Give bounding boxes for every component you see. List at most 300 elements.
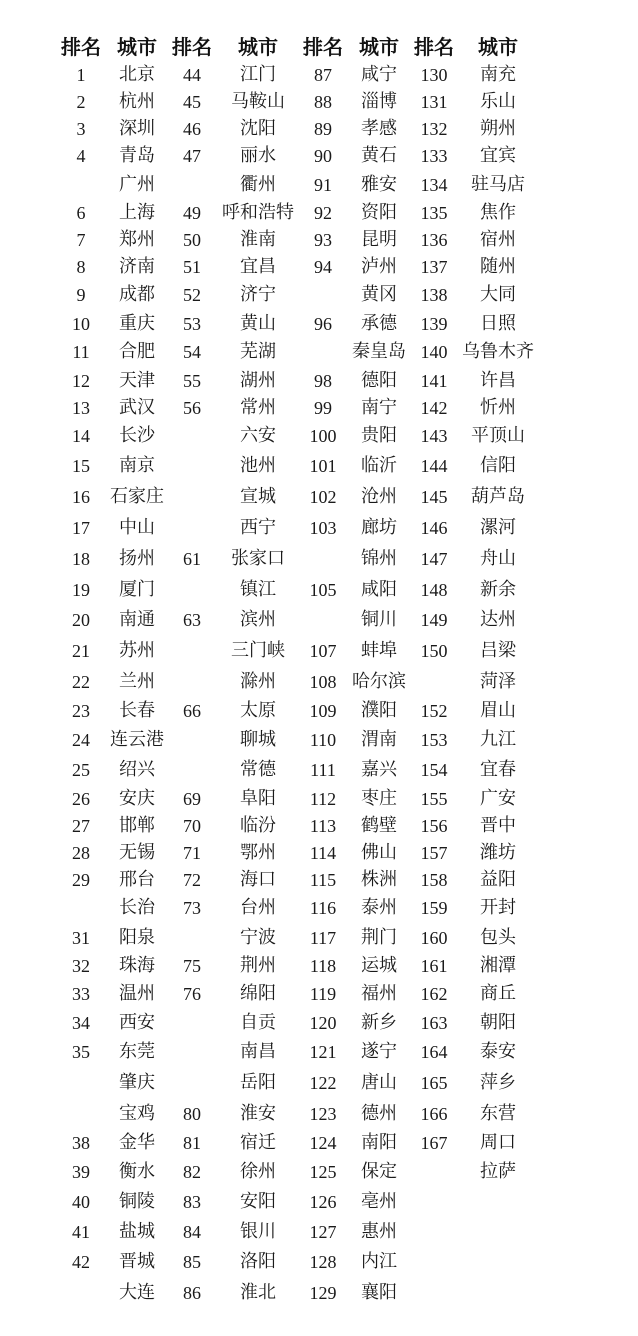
city-cell: 邯郸: [119, 815, 155, 836]
rank-cell: 39: [72, 1162, 90, 1182]
rank-cell: 7: [76, 230, 86, 250]
rank-cell: 75: [183, 956, 201, 976]
city-cell: 绍兴: [119, 759, 155, 780]
rank-cell: 110: [309, 730, 337, 750]
rank-cell: 42: [72, 1252, 90, 1272]
city-cell: 眉山: [480, 700, 516, 721]
city-cell: 绵阳: [240, 983, 276, 1004]
city-cell: 洛阳: [240, 1251, 276, 1272]
rank-cell: 21: [72, 641, 90, 661]
rank-cell: 38: [72, 1133, 90, 1153]
city-cell: 青岛: [119, 145, 155, 166]
rank-cell: 128: [309, 1252, 337, 1272]
city-cell: 石家庄: [110, 486, 164, 507]
city-cell: 沧州: [361, 486, 397, 507]
city-cell: 滨州: [240, 609, 276, 630]
rank-cell: 136: [420, 230, 448, 250]
rank-cell: 9: [76, 285, 86, 305]
rank-cell: 46: [183, 119, 201, 139]
rank-cell: 121: [309, 1042, 337, 1062]
rank-cell: 85: [183, 1252, 201, 1272]
rank-cell: 40: [72, 1192, 90, 1212]
city-cell: 自贡: [240, 1012, 276, 1033]
city-cell: 益阳: [480, 869, 516, 890]
city-cell: 常州: [240, 397, 276, 418]
rank-cell: 26: [72, 789, 90, 809]
city-cell: 衢州: [240, 174, 276, 195]
rank-cell: 96: [314, 314, 332, 334]
rank-cell: 1: [76, 65, 86, 85]
rank-cell: 12: [72, 371, 90, 391]
city-cell: 株洲: [361, 869, 397, 890]
rank-cell: 163: [420, 1013, 448, 1033]
rank-cell: 44: [183, 65, 201, 85]
rank-cell: 28: [72, 843, 90, 863]
city-cell: 运城: [361, 955, 397, 976]
city-cell: 内江: [361, 1251, 397, 1272]
city-cell: 惠州: [361, 1221, 397, 1242]
rank-cell: 25: [72, 760, 90, 780]
city-cell: 南宁: [361, 397, 397, 418]
rank-cell: 114: [309, 843, 337, 863]
city-cell: 宜宾: [480, 145, 516, 166]
rank-cell: 15: [72, 456, 90, 476]
rank-cell: 133: [420, 146, 448, 166]
city-cell: 长沙: [119, 425, 155, 446]
city-cell: 池州: [240, 455, 276, 476]
rank-cell: 41: [72, 1222, 90, 1242]
rank-cell: 23: [72, 701, 90, 721]
city-cell: 保定: [361, 1161, 397, 1182]
city-cell: 湘潭: [480, 955, 516, 976]
city-cell: 商丘: [480, 983, 516, 1004]
rank-cell: 101: [309, 456, 337, 476]
rank-cell: 109: [309, 701, 337, 721]
city-cell: 宿迁: [240, 1132, 276, 1153]
city-cell: 无锡: [119, 842, 155, 863]
city-cell: 周口: [480, 1132, 516, 1153]
city-cell: 张家口: [231, 548, 285, 569]
rank-cell: 102: [309, 487, 337, 507]
rank-cell: 24: [72, 730, 90, 750]
city-cell: 许昌: [480, 370, 516, 391]
rank-cell: 140: [420, 342, 448, 362]
rank-cell: 71: [183, 843, 201, 863]
city-cell: 镇江: [240, 579, 276, 600]
city-cell: 日照: [480, 313, 516, 334]
city-cell: 杭州: [119, 91, 155, 112]
rank-cell: 126: [309, 1192, 337, 1212]
city-cell: 北京: [119, 64, 155, 85]
city-cell: 呼和浩特: [222, 202, 294, 223]
city-cell: 衡水: [119, 1161, 155, 1182]
rank-cell: 167: [420, 1133, 448, 1153]
city-cell: 福州: [361, 983, 397, 1004]
rank-cell: 116: [309, 898, 337, 918]
city-cell: 南阳: [361, 1132, 397, 1153]
city-cell: 咸阳: [361, 579, 397, 600]
city-cell: 厦门: [119, 579, 155, 600]
rank-cell: 50: [183, 230, 201, 250]
rank-cell: 124: [309, 1133, 337, 1153]
city-cell: 三门峡: [231, 640, 285, 661]
city-cell: 贵阳: [361, 425, 397, 446]
city-cell: 阜阳: [240, 788, 276, 809]
rank-cell: 158: [420, 870, 448, 890]
rank-cell: 122: [309, 1073, 337, 1093]
rank-cell: 123: [309, 1104, 337, 1124]
city-cell: 上海: [119, 202, 155, 223]
city-cell: 开封: [480, 897, 516, 918]
rank-cell: 16: [72, 487, 90, 507]
city-cell: 天津: [119, 370, 155, 391]
city-cell: 潍坊: [480, 842, 516, 863]
rank-cell: 83: [183, 1192, 201, 1212]
city-cell: 南通: [119, 609, 155, 630]
city-cell: 重庆: [119, 313, 155, 334]
city-cell: 岳阳: [240, 1072, 276, 1093]
rank-cell: 111: [310, 760, 336, 780]
rank-cell: 107: [309, 641, 337, 661]
city-cell: 宝鸡: [119, 1103, 155, 1124]
rank-cell: 55: [183, 371, 201, 391]
city-cell: 泰安: [480, 1041, 516, 1062]
rank-cell: 160: [420, 928, 448, 948]
city-cell: 宁波: [240, 927, 276, 948]
city-cell: 临沂: [361, 455, 397, 476]
header-city: 城市: [359, 35, 399, 59]
city-cell: 广安: [480, 788, 516, 809]
city-cell: 达州: [480, 609, 516, 630]
header-rank: 排名: [61, 35, 101, 59]
city-cell: 承德: [361, 313, 397, 334]
rank-cell: 49: [183, 203, 201, 223]
rank-cell: 56: [183, 398, 201, 418]
city-cell: 西安: [119, 1012, 155, 1033]
city-cell: 中山: [119, 517, 155, 538]
rank-cell: 141: [420, 371, 448, 391]
rank-cell: 18: [72, 549, 90, 569]
city-cell: 信阳: [480, 455, 516, 476]
rank-cell: 165: [420, 1073, 448, 1093]
rank-cell: 113: [309, 816, 337, 836]
rank-cell: 132: [420, 119, 448, 139]
rank-cell: 45: [183, 92, 201, 112]
city-cell: 乌鲁木齐: [462, 341, 534, 362]
city-cell: 资阳: [361, 202, 397, 223]
city-cell: 南京: [119, 455, 155, 476]
rank-cell: 17: [72, 518, 90, 538]
city-cell: 焦作: [480, 202, 516, 223]
city-cell: 葫芦岛: [471, 486, 525, 507]
rank-cell: 61: [183, 549, 201, 569]
rank-cell: 72: [183, 870, 201, 890]
rank-cell: 88: [314, 92, 332, 112]
city-cell: 扬州: [119, 548, 155, 569]
city-cell: 邢台: [119, 869, 155, 890]
city-cell: 宜昌: [240, 256, 276, 277]
city-cell: 海口: [240, 869, 276, 890]
rank-cell: 145: [420, 487, 448, 507]
city-cell: 荆州: [240, 955, 276, 976]
rank-cell: 137: [420, 257, 448, 277]
city-cell: 长治: [119, 897, 155, 918]
rank-cell: 3: [76, 119, 86, 139]
rank-cell: 150: [420, 641, 448, 661]
city-cell: 吕梁: [480, 640, 516, 661]
rank-cell: 73: [183, 898, 201, 918]
rank-cell: 33: [72, 984, 90, 1004]
city-cell: 合肥: [119, 341, 155, 362]
rank-cell: 53: [183, 314, 201, 334]
city-cell: 晋中: [480, 815, 516, 836]
rank-cell: 127: [309, 1222, 337, 1242]
city-cell: 温州: [119, 983, 155, 1004]
rank-cell: 112: [309, 789, 337, 809]
city-cell: 淄博: [361, 91, 397, 112]
city-cell: 朔州: [480, 118, 516, 139]
city-cell: 哈尔滨: [352, 671, 406, 692]
city-cell: 淮北: [240, 1282, 276, 1303]
city-cell: 驻马店: [471, 174, 525, 195]
rank-cell: 139: [420, 314, 448, 334]
city-cell: 马鞍山: [231, 91, 285, 112]
rank-cell: 118: [309, 956, 337, 976]
rank-cell: 120: [309, 1013, 337, 1033]
rank-cell: 14: [72, 426, 90, 446]
city-cell: 铜陵: [119, 1191, 155, 1212]
rank-cell: 86: [183, 1283, 201, 1303]
city-cell: 包头: [480, 927, 516, 948]
city-cell: 江门: [240, 64, 276, 85]
city-cell: 济宁: [240, 284, 276, 305]
rank-cell: 129: [309, 1283, 337, 1303]
rank-cell: 157: [420, 843, 448, 863]
city-cell: 南昌: [240, 1041, 276, 1062]
city-cell: 兰州: [119, 671, 155, 692]
rank-cell: 13: [72, 398, 90, 418]
city-cell: 苏州: [119, 640, 155, 661]
city-cell: 萍乡: [480, 1072, 516, 1093]
city-cell: 亳州: [361, 1191, 397, 1212]
rank-cell: 105: [309, 580, 337, 600]
rank-cell: 93: [314, 230, 332, 250]
rank-cell: 138: [420, 285, 448, 305]
city-cell: 黄石: [361, 145, 397, 166]
city-cell: 嘉兴: [361, 759, 397, 780]
city-cell: 襄阳: [361, 1282, 397, 1303]
rank-cell: 10: [72, 314, 90, 334]
rank-cell: 80: [183, 1104, 201, 1124]
city-cell: 深圳: [119, 118, 155, 139]
city-cell: 舟山: [480, 548, 516, 569]
rank-cell: 20: [72, 610, 90, 630]
city-cell: 东营: [480, 1103, 516, 1124]
rank-cell: 103: [309, 518, 337, 538]
rank-cell: 4: [76, 146, 86, 166]
city-cell: 遂宁: [361, 1041, 397, 1062]
city-cell: 宿州: [480, 229, 516, 250]
city-cell: 宣城: [240, 486, 276, 507]
rank-cell: 87: [314, 65, 332, 85]
city-cell: 德州: [361, 1103, 397, 1124]
city-cell: 雅安: [361, 174, 397, 195]
rank-cell: 108: [309, 672, 337, 692]
rank-cell: 164: [420, 1042, 448, 1062]
rank-cell: 153: [420, 730, 448, 750]
city-cell: 银川: [240, 1221, 276, 1242]
rank-cell: 66: [183, 701, 201, 721]
rank-cell: 149: [420, 610, 448, 630]
rank-cell: 52: [183, 285, 201, 305]
rank-cell: 146: [420, 518, 448, 538]
city-cell: 阳泉: [119, 927, 155, 948]
city-cell: 珠海: [119, 955, 155, 976]
city-cell: 郑州: [119, 229, 155, 250]
rank-cell: 84: [183, 1222, 201, 1242]
rank-cell: 155: [420, 789, 448, 809]
city-cell: 淮南: [240, 229, 276, 250]
city-cell: 平顶山: [471, 425, 525, 446]
city-cell: 新余: [480, 579, 516, 600]
city-cell: 常德: [240, 759, 276, 780]
city-cell: 武汉: [119, 397, 155, 418]
city-cell: 大连: [119, 1282, 155, 1303]
city-cell: 孝感: [361, 118, 397, 139]
rank-cell: 94: [314, 257, 332, 277]
header-city: 城市: [117, 35, 157, 59]
city-cell: 太原: [240, 700, 276, 721]
city-cell: 济南: [119, 256, 155, 277]
city-cell: 西宁: [240, 517, 276, 538]
rank-cell: 131: [420, 92, 448, 112]
rank-cell: 6: [76, 203, 86, 223]
city-cell: 昆明: [361, 229, 397, 250]
rank-cell: 81: [183, 1133, 201, 1153]
rank-cell: 82: [183, 1162, 201, 1182]
rank-cell: 22: [72, 672, 90, 692]
city-cell: 蚌埠: [361, 640, 397, 661]
city-cell: 长春: [119, 700, 155, 721]
city-cell: 聊城: [240, 729, 276, 750]
rank-cell: 89: [314, 119, 332, 139]
city-cell: 荆门: [361, 927, 397, 948]
city-cell: 东莞: [119, 1041, 155, 1062]
rank-cell: 152: [420, 701, 448, 721]
header-rank: 排名: [414, 35, 454, 59]
city-cell: 黄山: [240, 313, 276, 334]
rank-cell: 98: [314, 371, 332, 391]
rank-cell: 27: [72, 816, 90, 836]
rank-cell: 119: [309, 984, 337, 1004]
city-cell: 枣庄: [361, 788, 397, 809]
city-cell: 朝阳: [480, 1012, 516, 1033]
rank-cell: 92: [314, 203, 332, 223]
rank-cell: 54: [183, 342, 201, 362]
city-cell: 秦皇岛: [352, 341, 406, 362]
rank-cell: 143: [420, 426, 448, 446]
city-cell: 沈阳: [240, 118, 276, 139]
city-cell: 锦州: [361, 548, 397, 569]
rank-cell: 19: [72, 580, 90, 600]
city-cell: 晋城: [119, 1251, 155, 1272]
city-cell: 金华: [119, 1132, 155, 1153]
city-cell: 廊坊: [361, 517, 397, 538]
city-cell: 濮阳: [361, 700, 397, 721]
city-cell: 拉萨: [480, 1161, 516, 1182]
city-cell: 淮安: [240, 1103, 276, 1124]
city-cell: 连云港: [110, 729, 164, 750]
city-cell: 泸州: [361, 256, 397, 277]
rank-cell: 156: [420, 816, 448, 836]
city-cell: 佛山: [361, 842, 397, 863]
rank-cell: 11: [72, 342, 90, 362]
rank-cell: 144: [420, 456, 448, 476]
rank-cell: 161: [420, 956, 448, 976]
rank-cell: 100: [309, 426, 337, 446]
rank-cell: 2: [76, 92, 86, 112]
city-cell: 新乡: [361, 1012, 397, 1033]
rank-cell: 154: [420, 760, 448, 780]
city-cell: 忻州: [480, 397, 516, 418]
city-cell: 盐城: [119, 1221, 155, 1242]
rank-cell: 134: [420, 175, 448, 195]
city-cell: 安庆: [119, 788, 155, 809]
city-cell: 唐山: [361, 1072, 397, 1093]
city-cell: 漯河: [480, 517, 516, 538]
rank-cell: 147: [420, 549, 448, 569]
rank-cell: 130: [420, 65, 448, 85]
rank-cell: 35: [72, 1042, 90, 1062]
rank-cell: 47: [183, 146, 201, 166]
city-cell: 成都: [119, 284, 155, 305]
rank-cell: 29: [72, 870, 90, 890]
city-cell: 乐山: [480, 91, 516, 112]
rank-cell: 159: [420, 898, 448, 918]
rank-cell: 63: [183, 610, 201, 630]
city-cell: 随州: [480, 256, 516, 277]
rank-cell: 148: [420, 580, 448, 600]
rank-cell: 125: [309, 1162, 337, 1182]
rank-cell: 162: [420, 984, 448, 1004]
city-cell: 临汾: [240, 815, 276, 836]
city-cell: 鄂州: [240, 842, 276, 863]
city-cell: 广州: [119, 174, 155, 195]
rank-cell: 69: [183, 789, 201, 809]
rank-cell: 51: [183, 257, 201, 277]
city-cell: 安阳: [240, 1191, 276, 1212]
rank-cell: 166: [420, 1104, 448, 1124]
city-cell: 滁州: [240, 671, 276, 692]
city-cell: 肇庆: [119, 1072, 155, 1093]
rank-cell: 32: [72, 956, 90, 976]
header-city: 城市: [478, 35, 518, 59]
rank-cell: 117: [309, 928, 337, 948]
rank-cell: 31: [72, 928, 90, 948]
city-cell: 德阳: [361, 370, 397, 391]
city-cell: 鹤壁: [361, 815, 397, 836]
city-cell: 南充: [480, 64, 516, 85]
rank-cell: 142: [420, 398, 448, 418]
city-cell: 铜川: [361, 609, 397, 630]
rank-cell: 76: [183, 984, 201, 1004]
header-rank: 排名: [303, 35, 343, 59]
city-cell: 台州: [240, 897, 276, 918]
city-cell: 菏泽: [480, 671, 516, 692]
rank-cell: 99: [314, 398, 332, 418]
rank-cell: 91: [314, 175, 332, 195]
rank-cell: 115: [309, 870, 337, 890]
